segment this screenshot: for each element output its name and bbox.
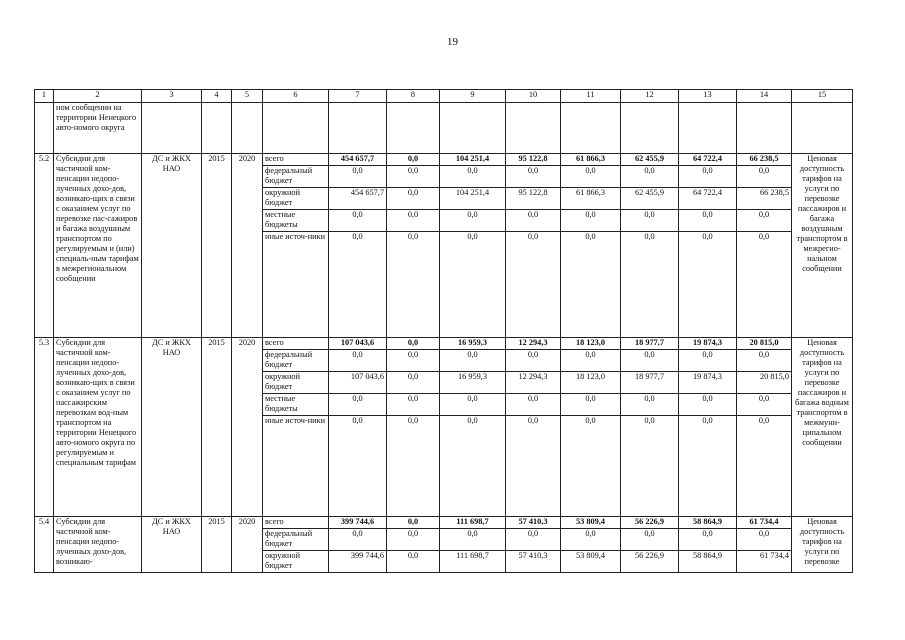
amount-cell: 0,0 <box>387 154 440 166</box>
amount-cell: 0,0 <box>737 416 792 517</box>
funding-source: местные бюджеты <box>263 210 329 232</box>
amount-cell: 0,0 <box>561 394 621 416</box>
amount-cell: 61 734,4 <box>737 551 792 573</box>
item-year-end: 2020 <box>232 517 263 573</box>
item-year-start: 2015 <box>202 517 232 573</box>
amount-cell: 53 809,4 <box>561 551 621 573</box>
amount-cell: 0,0 <box>737 232 792 338</box>
expected-result: Ценовая доступность тарифов на услуги по перевозке пассажиров и багажа воздушным транспортом в межрегио-нальном сообщении <box>792 154 853 338</box>
item-number: 5.2 <box>35 154 54 338</box>
header-cell: 9 <box>440 90 506 103</box>
amount-cell: 0,0 <box>440 350 506 372</box>
amount-cell: 104 251,4 <box>440 154 506 166</box>
amount-cell: 57 410,3 <box>506 551 561 573</box>
amount-cell: 0,0 <box>387 416 440 517</box>
amount-cell: 19 874,3 <box>679 338 737 350</box>
header-cell: 13 <box>679 90 737 103</box>
amount-cell: 0,0 <box>561 210 621 232</box>
header-cell: 1 <box>35 90 54 103</box>
amount-cell: 0,0 <box>387 188 440 210</box>
amount-cell: 0,0 <box>329 416 387 517</box>
amount-cell: 0,0 <box>679 394 737 416</box>
header-cell: 3 <box>142 90 202 103</box>
amount-cell: 0,0 <box>387 551 440 573</box>
amount-cell: 0,0 <box>621 529 679 551</box>
amount-cell: 0,0 <box>737 529 792 551</box>
amount-cell: 53 809,4 <box>561 517 621 529</box>
amount-cell: 0,0 <box>387 166 440 188</box>
amount-cell: 0,0 <box>506 416 561 517</box>
amount-cell: 95 122,8 <box>506 188 561 210</box>
amount-cell: 0,0 <box>506 232 561 338</box>
amount-cell: 111 698,7 <box>440 551 506 573</box>
header-cell: 11 <box>561 90 621 103</box>
amount-cell: 0,0 <box>506 210 561 232</box>
amount-cell: 0,0 <box>440 394 506 416</box>
item-number: 5.3 <box>35 338 54 517</box>
amount-cell: 61 734,4 <box>737 517 792 529</box>
header-cell: 14 <box>737 90 792 103</box>
amount-cell: 0,0 <box>621 210 679 232</box>
amount-cell: 0,0 <box>387 232 440 338</box>
funding-source: иные источ-ники <box>263 416 329 517</box>
funding-source: местные бюджеты <box>263 394 329 416</box>
header-cell: 4 <box>202 90 232 103</box>
amount-cell: 107 043,6 <box>329 338 387 350</box>
table-row <box>35 517 853 529</box>
amount-cell: 0,0 <box>621 350 679 372</box>
item-executor: ДС и ЖКХ НАО <box>142 517 202 573</box>
amount-cell: 18 977,7 <box>621 372 679 394</box>
item-name: Субсидии для частичной ком-пенсации недопо-лученных дохо-дов, возникаю-щих в связи с оказанием услуг по перевозке пас-сажиров и багажа воздушным транспортом по регулируемым и (или) специаль-ным тарифам в межрегиональном сообщении <box>54 154 142 338</box>
amount-cell: 0,0 <box>440 210 506 232</box>
amount-cell: 0,0 <box>561 350 621 372</box>
amount-cell: 104 251,4 <box>440 188 506 210</box>
amount-cell: 0,0 <box>679 210 737 232</box>
amount-cell: 111 698,7 <box>440 517 506 529</box>
amount-cell: 12 294,3 <box>506 338 561 350</box>
amount-cell: 20 815,0 <box>737 338 792 350</box>
amount-cell: 0,0 <box>440 529 506 551</box>
funding-source: федеральный бюджет <box>263 529 329 551</box>
item-year-end: 2020 <box>232 154 263 338</box>
item-executor: ДС и ЖКХ НАО <box>142 338 202 517</box>
amount-cell: 454 657,7 <box>329 188 387 210</box>
amount-cell: 16 959,3 <box>440 372 506 394</box>
amount-cell: 0,0 <box>506 350 561 372</box>
header-cell: 7 <box>329 90 387 103</box>
amount-cell: 58 864,9 <box>679 551 737 573</box>
amount-cell: 18 977,7 <box>621 338 679 350</box>
amount-cell: 0,0 <box>737 350 792 372</box>
amount-cell: 56 226,9 <box>621 551 679 573</box>
amount-cell: 61 866,3 <box>561 154 621 166</box>
amount-cell: 61 866,3 <box>561 188 621 210</box>
amount-cell: 66 238,5 <box>737 188 792 210</box>
funding-source: окружной бюджет <box>263 372 329 394</box>
amount-cell: 0,0 <box>387 338 440 350</box>
amount-cell: 57 410,3 <box>506 517 561 529</box>
funding-source: окружной бюджет <box>263 188 329 210</box>
page-number: 19 <box>447 36 458 48</box>
amount-cell: 0,0 <box>621 394 679 416</box>
header-cell: 5 <box>232 90 263 103</box>
item-number: 5.4 <box>35 517 54 573</box>
amount-cell: 62 455,9 <box>621 188 679 210</box>
amount-cell: 399 744,6 <box>329 517 387 529</box>
table-row <box>35 154 853 166</box>
header-cell: 2 <box>54 90 142 103</box>
amount-cell: 0,0 <box>679 529 737 551</box>
amount-cell: 56 226,9 <box>621 517 679 529</box>
amount-cell: 0,0 <box>737 210 792 232</box>
continuation-name: ном сообщении на территории Ненецкого авто-номого округа <box>54 103 142 154</box>
budget-table <box>34 89 853 573</box>
amount-cell: 0,0 <box>440 416 506 517</box>
amount-cell: 0,0 <box>737 166 792 188</box>
header-cell: 10 <box>506 90 561 103</box>
amount-cell: 0,0 <box>679 350 737 372</box>
amount-cell: 0,0 <box>387 210 440 232</box>
amount-cell: 0,0 <box>506 394 561 416</box>
amount-cell: 0,0 <box>440 232 506 338</box>
amount-cell: 58 864,9 <box>679 517 737 529</box>
header-cell: 15 <box>792 90 853 103</box>
amount-cell: 0,0 <box>679 232 737 338</box>
amount-cell: 0,0 <box>737 394 792 416</box>
expected-result: Ценовая доступность тарифов на услуги по перевозке <box>792 517 853 573</box>
amount-cell: 0,0 <box>329 394 387 416</box>
amount-cell: 19 874,3 <box>679 372 737 394</box>
amount-cell: 0,0 <box>679 166 737 188</box>
funding-source: всего <box>263 517 329 529</box>
amount-cell: 0,0 <box>387 517 440 529</box>
item-year-start: 2015 <box>202 154 232 338</box>
amount-cell: 0,0 <box>329 232 387 338</box>
funding-source: всего <box>263 338 329 350</box>
amount-cell: 0,0 <box>329 210 387 232</box>
amount-cell: 0,0 <box>387 394 440 416</box>
amount-cell: 0,0 <box>621 416 679 517</box>
amount-cell: 16 959,3 <box>440 338 506 350</box>
amount-cell: 18 123,0 <box>561 372 621 394</box>
continuation-row <box>35 103 853 154</box>
amount-cell: 0,0 <box>387 529 440 551</box>
amount-cell: 66 238,5 <box>737 154 792 166</box>
amount-cell: 62 455,9 <box>621 154 679 166</box>
table-row <box>35 338 853 350</box>
amount-cell: 0,0 <box>329 166 387 188</box>
amount-cell: 0,0 <box>387 350 440 372</box>
amount-cell: 0,0 <box>621 232 679 338</box>
amount-cell: 95 122,8 <box>506 154 561 166</box>
amount-cell: 107 043,6 <box>329 372 387 394</box>
item-name: Субсидии для частичной ком-пенсации недопо-лученных дохо-дов, возникаю-щих в связи с оказанием услуг по пассажирским перевозкам вод-ным транспортом на территории Ненецкого авто-номого округа по регулируемым и специальным тарифам <box>54 338 142 517</box>
amount-cell: 0,0 <box>329 350 387 372</box>
header-row <box>35 90 853 103</box>
expected-result: Ценовая доступность тарифов на услуги по перевозке пассажиров и багажа водным транспортом в межмуни-ципальном сообщении <box>792 338 853 517</box>
funding-source: окружной бюджет <box>263 551 329 573</box>
item-year-start: 2015 <box>202 338 232 517</box>
amount-cell: 12 294,3 <box>506 372 561 394</box>
amount-cell: 0,0 <box>506 166 561 188</box>
amount-cell: 0,0 <box>621 166 679 188</box>
amount-cell: 0,0 <box>506 529 561 551</box>
amount-cell: 0,0 <box>440 166 506 188</box>
amount-cell: 64 722,4 <box>679 154 737 166</box>
header-cell: 8 <box>387 90 440 103</box>
amount-cell: 454 657,7 <box>329 154 387 166</box>
amount-cell: 399 744,6 <box>329 551 387 573</box>
amount-cell: 0,0 <box>561 232 621 338</box>
amount-cell: 0,0 <box>561 166 621 188</box>
funding-source: федеральный бюджет <box>263 350 329 372</box>
amount-cell: 18 123,0 <box>561 338 621 350</box>
item-year-end: 2020 <box>232 338 263 517</box>
funding-source: иные источ-ники <box>263 232 329 338</box>
header-cell: 6 <box>263 90 329 103</box>
header-cell: 12 <box>621 90 679 103</box>
funding-source: федеральный бюджет <box>263 166 329 188</box>
item-executor: ДС и ЖКХ НАО <box>142 154 202 338</box>
amount-cell: 0,0 <box>561 416 621 517</box>
item-name: Субсидии для частичной ком-пенсации недопо-лученных дохо-дов, возникаю- <box>54 517 142 573</box>
amount-cell: 20 815,0 <box>737 372 792 394</box>
amount-cell: 0,0 <box>387 372 440 394</box>
amount-cell: 0,0 <box>329 529 387 551</box>
amount-cell: 64 722,4 <box>679 188 737 210</box>
amount-cell: 0,0 <box>561 529 621 551</box>
amount-cell: 0,0 <box>679 416 737 517</box>
funding-source: всего <box>263 154 329 166</box>
